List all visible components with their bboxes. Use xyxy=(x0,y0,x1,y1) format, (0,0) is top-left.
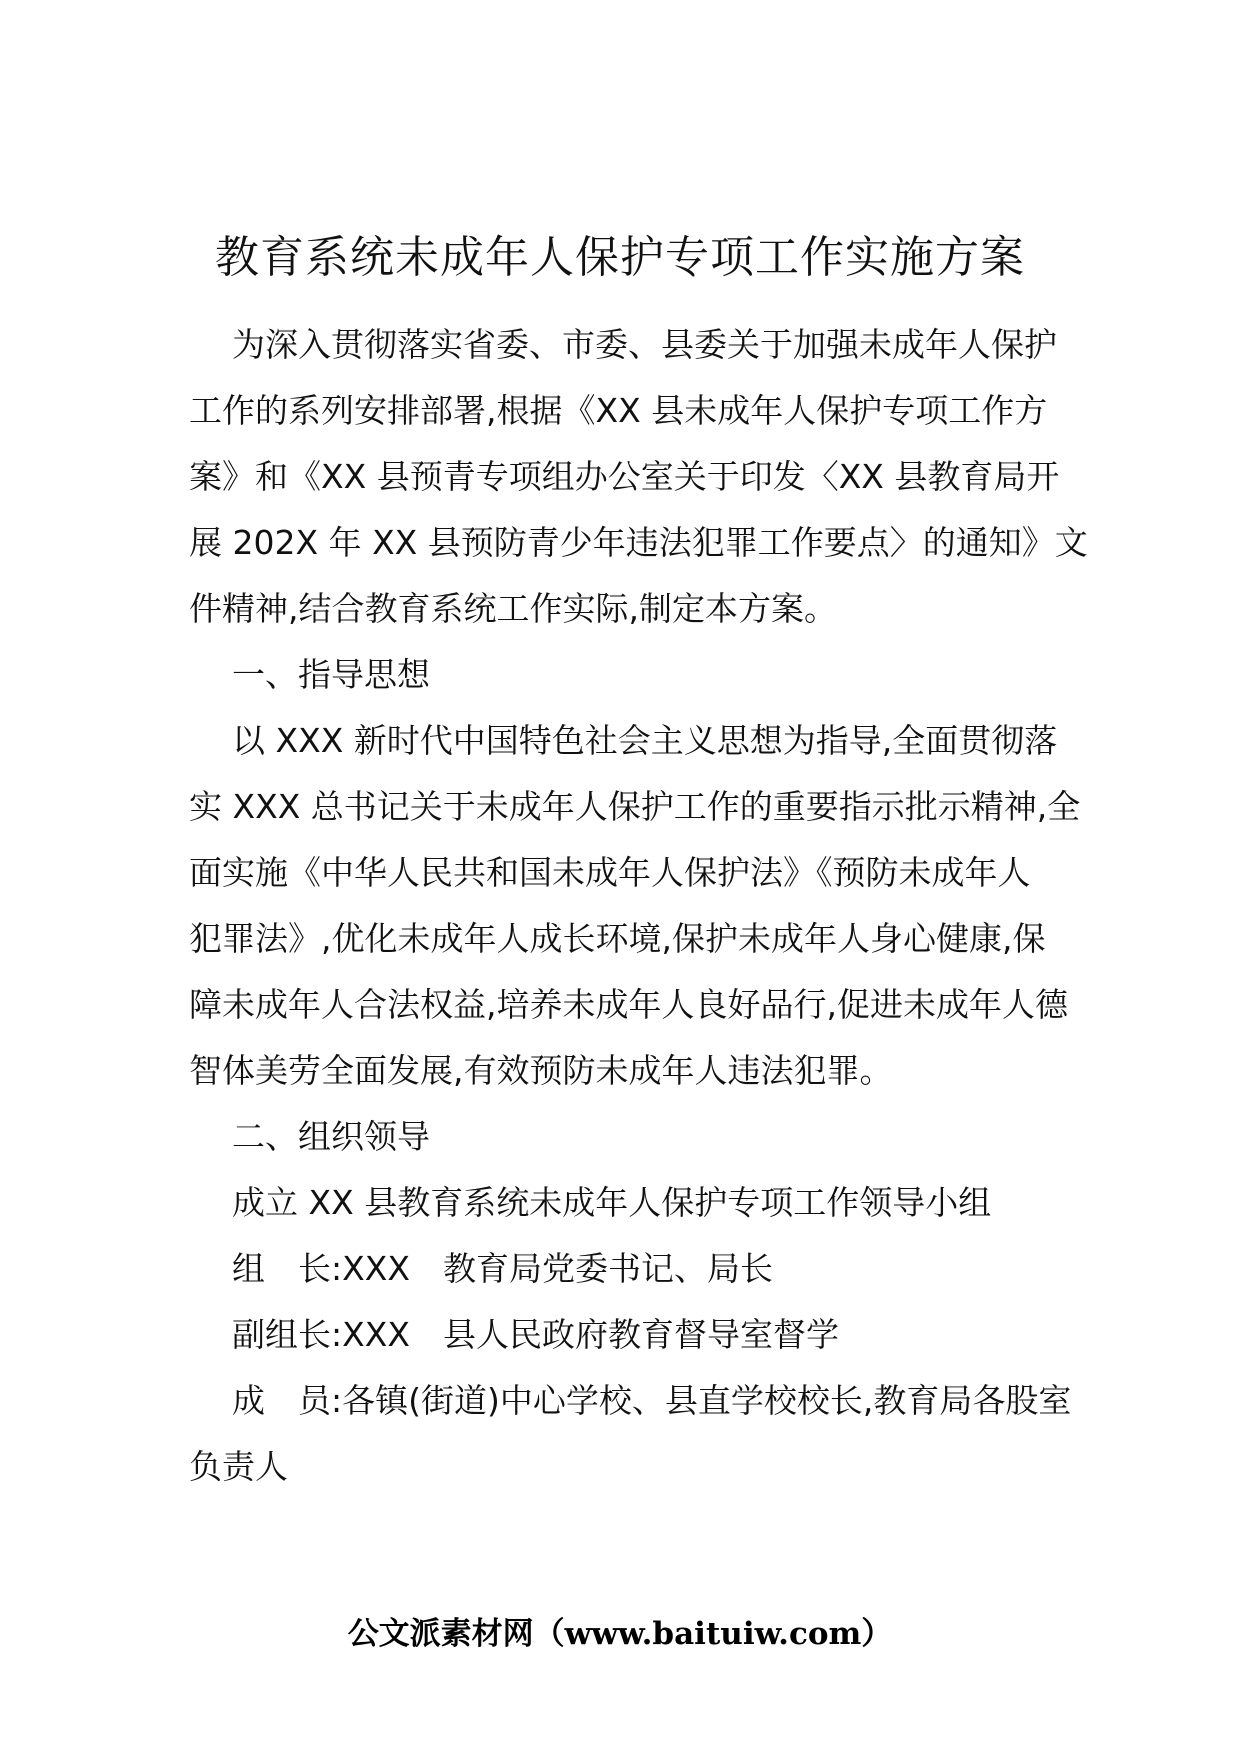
paragraph-line: 以 XXX 新时代中国特色社会主义思想为指导,全面贯彻落 xyxy=(232,721,1058,760)
member-line: 副组长:XXX 县人民政府教育督导室督学 xyxy=(232,1315,839,1354)
section-heading: 二、组织领导 xyxy=(232,1117,430,1156)
paragraph-line: 犯罪法》,优化未成年人成长环境,保护未成年人身心健康,保 xyxy=(189,919,1046,958)
paragraph-line: 工作的系列安排部署,根据《XX 县未成年人保护专项工作方 xyxy=(189,391,1048,430)
paragraph-line: 障未成年人合法权益,培养未成年人良好品行,促进未成年人德 xyxy=(189,985,1068,1024)
paragraph-line: 负责人 xyxy=(189,1447,288,1486)
paragraph-line: 成立 XX 县教育系统未成年人保护专项工作领导小组 xyxy=(232,1183,992,1222)
paragraph-line: 展 202X 年 XX 县预防青少年违法犯罪工作要点〉的通知》文 xyxy=(189,523,1088,562)
member-line: 成 员:各镇(街道)中心学校、县直学校校长,教育局各股室 xyxy=(232,1381,1072,1420)
paragraph-line: 案》和《XX 县预青专项组办公室关于印发〈XX 县教育局开 xyxy=(189,457,1060,496)
paragraph-line: 面实施《中华人民共和国未成年人保护法》《预防未成年人 xyxy=(189,853,1031,892)
member-line: 组 长:XXX 教育局党委书记、局长 xyxy=(232,1249,773,1288)
document-body xyxy=(189,312,1088,1500)
paragraph-line: 件精神,结合教育系统工作实际,制定本方案。 xyxy=(189,589,837,628)
section-heading: 一、指导思想 xyxy=(232,655,430,694)
paragraph-line: 智体美劳全面发展,有效预防未成年人违法犯罪。 xyxy=(189,1051,893,1090)
document-title: 教育系统未成年人保护专项工作实施方案 xyxy=(215,232,1025,283)
footer-watermark: 公文派素材网（www.baituiw.com） xyxy=(347,1616,893,1652)
paragraph-line: 实 XXX 总书记关于未成年人保护工作的重要指示批示精神,全 xyxy=(189,787,1081,826)
paragraph-line: 为深入贯彻落实省委、市委、县委关于加强未成年人保护 xyxy=(232,325,1057,364)
